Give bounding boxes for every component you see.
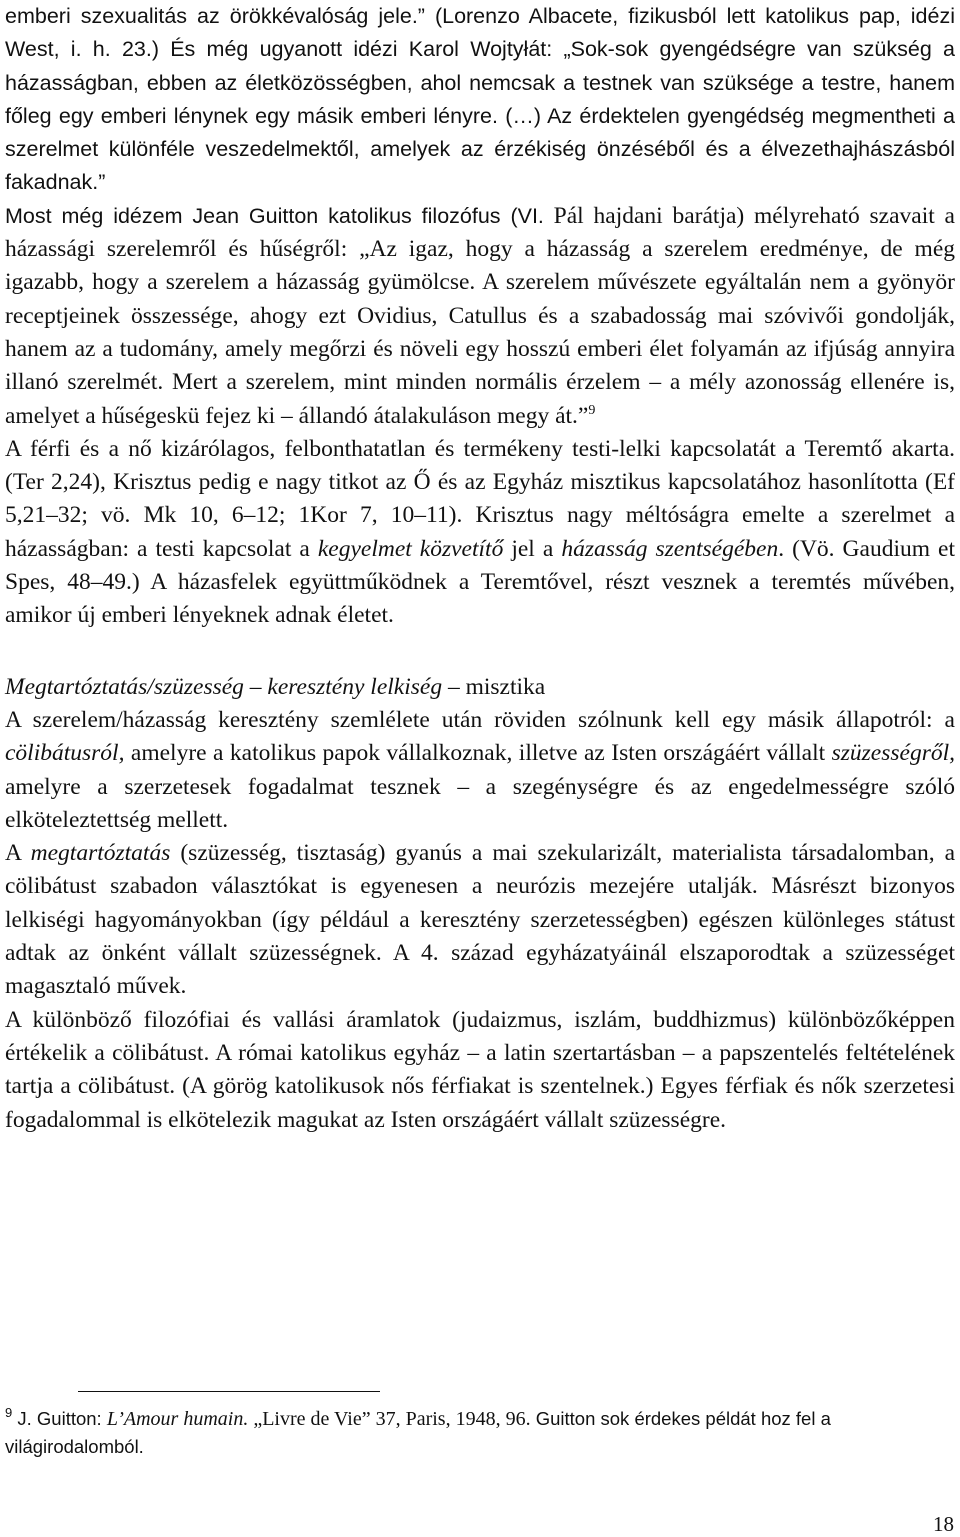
paragraph-marriage-creation — [5, 433, 955, 633]
paragraph-text: A férfi és a nő kizárólagos, felbonthatatlan és termékeny testi-lelki kapcsolatát a Teremtő akarta. (Ter 2,24), Krisztus pedig e nagy titkot az Ő és az Egyház misztikus kapcsolatához hasonlította (Ef 5,21–32; vö. Mk 10, 6–12; 1Kor 7, 10–11). Krisztus nagy méltóságra emelte a szerelmet a házasságban: a testi kapcsolat a — [5, 435, 955, 562]
footnote-text: J. Guitton: — [12, 1408, 107, 1429]
italic-text: kegyelmet közvetítő — [317, 535, 504, 562]
paragraph-celibacy — [5, 704, 955, 837]
footnote-reference: 9 — [588, 402, 596, 418]
paragraph-text: . (Vö. Gaudium et Spes, 48–49.) A házasfelek együttműködnek a Teremtővel, részt vesznek a teremtés művében, amikor új emberi lényeknek adnak életet. — [5, 535, 955, 629]
footnote-italic: L’Amour humain. — [106, 1408, 249, 1430]
paragraph-traditions — [5, 1004, 955, 1137]
paragraph-text: jel a — [503, 535, 562, 562]
italic-text: cölibátusról, — [5, 740, 125, 767]
paragraph-guitton-quote — [5, 200, 955, 433]
paragraph-albacete-wojtyla — [5, 0, 955, 200]
page-number: 18 — [933, 1512, 954, 1536]
italic-text: házasság szentségében — [561, 535, 779, 562]
heading-italic: Megtartóztatás/szüzesség – keresztény lelkiség – — [5, 673, 460, 700]
paragraph-text: A szerelem/házasság keresztény szemlélete után röviden szólnunk kell egy másik állapotról: a — [5, 706, 955, 733]
paragraph-text: A — [5, 840, 31, 867]
paragraph-text: Pál hajdani barátja) mélyreható szavait a házassági szerelemről és hűségről: „Az igaz, hogy a házasság a szerelem eredménye, de még igazabb, hogy a szerelem a házasság gyümölcse. — [5, 202, 955, 296]
paragraph-text: amelyre a szerzetesek fogadalmat tesznek – a szegénységre és az engedelmességre szóló elköteleztettség mellett. — [5, 773, 955, 833]
footnote-separator — [78, 1391, 380, 1392]
footnote-text: Guitton sok érdekes példát hoz fel a világirodalomból. — [5, 1408, 831, 1457]
paragraph-text: emberi szexualitás az örökkévalóság jele.” (Lorenzo Albacete, fizikusból lett katolikus pap, idézi West, i. h. 23.) És még ugyanott idézi Karol Wojtyłát: „Sok-sok gyengédségre van szükség a házasságban, ebben az életközösségben, ahol nemcsak a testnek van szüksége a testre, hanem főleg egy emberi lénynek egy másik emberi lényre. (…) Az érdektelen gyengédség megmentheti a szerelmet különféle veszedelmektől, amelyek az érzékiség önzéséből és a élvezethajhászásból fakadnak.” — [5, 4, 955, 195]
paragraph-text: A szerelem művészete egyáltalán nem a gyönyör receptjeinek összessége, ahogy ezt Ovidius, Catullus és a szabadosság mai szóvivői gondolják, hanem az a tudomány, amely megőrzi és növeli egy hosszú emberi élet folyamán az ifjúság annyira illanó szerelmét. Mert a szerelem, mint minden normális érzelem – a mély azonosság ellenére is, amelyet a hűségeskü fejez ki – állandó átalakuláson megy át.” — [5, 269, 956, 429]
section-spacer — [5, 633, 955, 671]
document-page — [5, 0, 955, 1137]
paragraph-text: (szüzesség, tisztaság) gyanús a mai szekularizált, materialista társadalomban, a cölibátust szabadon választókat is egyenesen a neurózis mezejére utalják. Másrészt bizonyos lelkiségi hagyományokban (így például a keresztény szerzetességben) egészen különleges státust adtak az önként vállalt szüzességnek. A 4. század egyházatyáinál elszaporodtak a szüzességet magasztaló művek. — [5, 840, 955, 1000]
footnote — [5, 1405, 955, 1461]
paragraph-abstinence — [5, 837, 955, 1003]
heading-plain: misztika — [459, 673, 546, 700]
footnote-text-serif: „Livre de Vie” 37, Paris, 1948, 96. — [248, 1408, 531, 1430]
italic-text: szüzességről, — [831, 740, 955, 767]
italic-text: megtartóztatás — [30, 840, 171, 867]
paragraph-text: A különböző filozófiai és vallási áramlatok (judaizmus, iszlám, buddhizmus) különbözőképpen értékelik a cölibátust. A római katolikus egyház – a latin szertartásban – a papszentelés feltételének tartja a cölibátust. (A görög katolikusok nős férfiakat is szentelnek.) Egyes férfiak és nők szerzetesi fogadalommal is elkötelezik magukat az Isten országáért vállalt szüzességre. — [5, 1006, 955, 1133]
paragraph-text-sans: Most még idézem Jean Guitton katolikus filozófus (VI. — [5, 203, 544, 228]
section-heading — [5, 671, 955, 704]
footnote-number: 9 — [5, 1405, 13, 1420]
paragraph-text: amelyre a katolikus papok vállalkoznak, illetve az Isten országáért vállalt — [124, 740, 832, 767]
